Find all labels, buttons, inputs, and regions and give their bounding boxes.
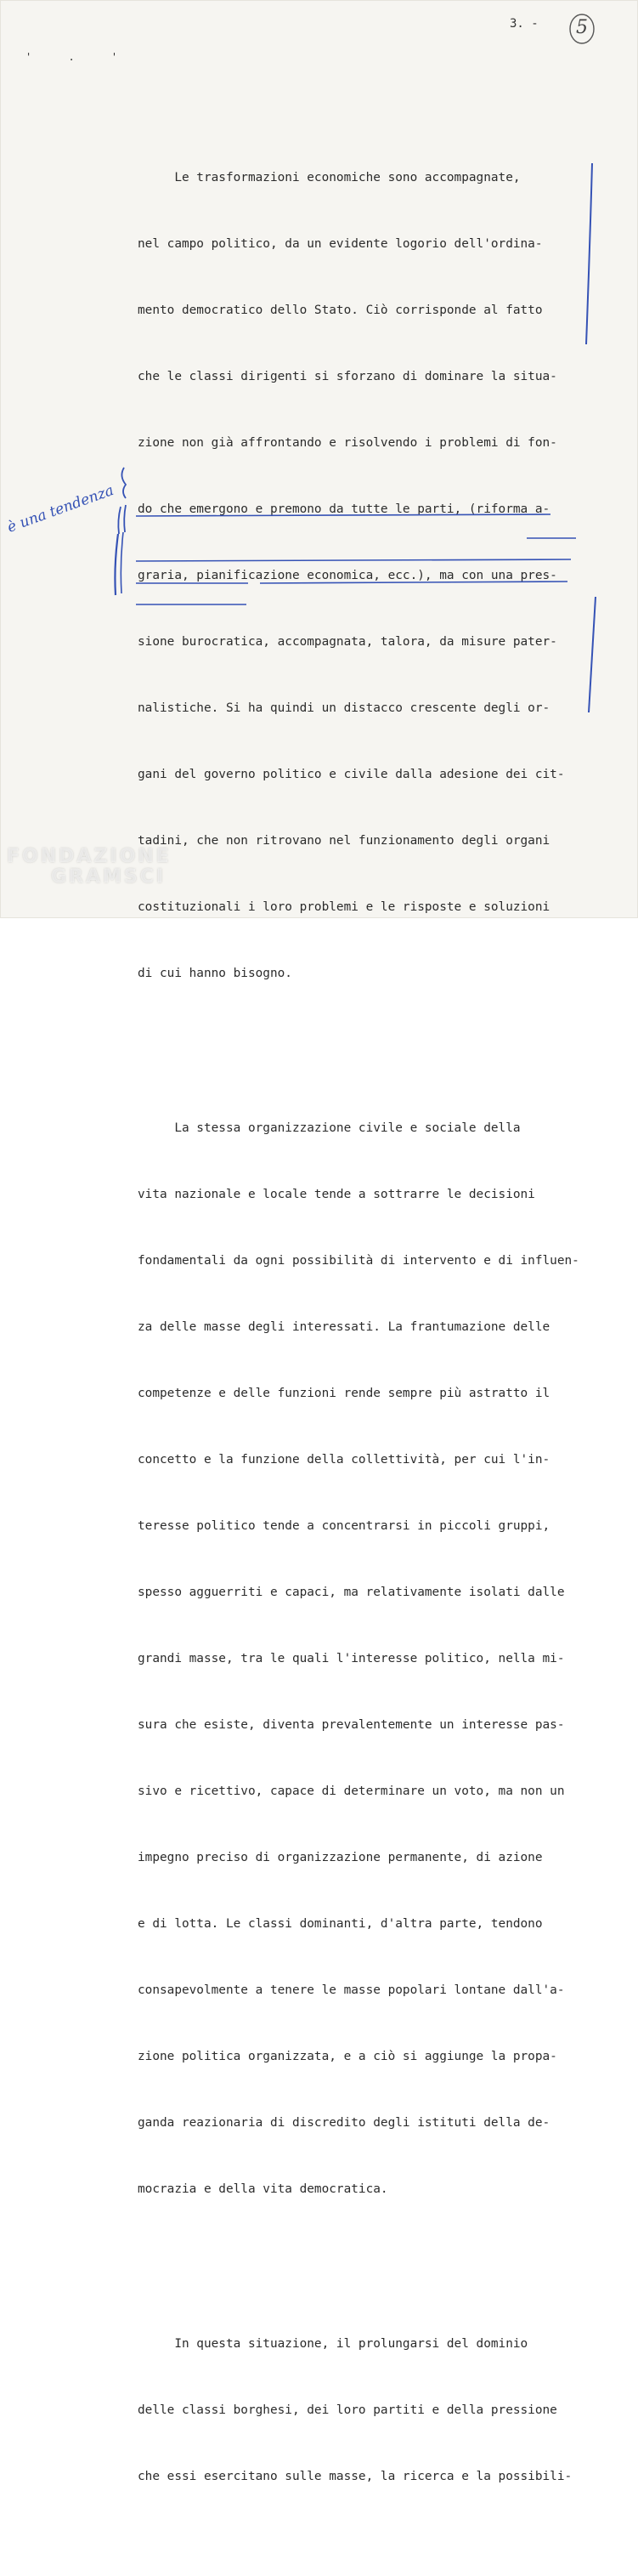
paragraph-1 bbox=[138, 122, 613, 1029]
text-line: zione non già affrontando e risolvendo i problemi di fon- bbox=[138, 436, 557, 450]
typed-text bbox=[138, 78, 613, 2576]
watermark bbox=[7, 847, 172, 888]
text-line: competenze e delle funzioni rende sempre più astratto il bbox=[138, 1387, 550, 1400]
text-line: sione burocratica, accompagnata, talora, da misure pater- bbox=[138, 635, 557, 649]
text-line: consapevolmente a tenere le masse popolari lontane dall'a- bbox=[138, 1983, 565, 1997]
text-line: sivo e ricettivo, capace di determinare un voto, ma non un bbox=[138, 1784, 565, 1798]
text-line: che essi esercitano sulle masse, la ricerca e la possibili- bbox=[138, 2470, 573, 2483]
text-line: di cui hanno bisogno. bbox=[138, 967, 292, 980]
text-line: nel campo politico, da un evidente logorio dell'ordina- bbox=[138, 237, 543, 251]
text-line: spesso agguerriti e capaci, ma relativamente isolati dalle bbox=[138, 1586, 565, 1599]
text-line: Le trasformazioni economiche sono accompagnate, bbox=[138, 171, 521, 184]
text-line: La stessa organizzazione civile e sociale della bbox=[138, 1121, 521, 1135]
text-line: e di lotta. Le classi dominanti, d'altra parte, tendono bbox=[138, 1917, 543, 1931]
text-line: teresse politico tende a concentrarsi in piccoli gruppi, bbox=[138, 1519, 550, 1533]
text-line: sura che esiste, diventa prevalentemente un interesse pas- bbox=[138, 1718, 565, 1732]
text-line: In questa situazione, il prolungarsi del dominio bbox=[138, 2337, 528, 2351]
text-line: graria, pianificazione economica, ecc.), ma con una pres- bbox=[138, 569, 557, 582]
margin-bracket-small bbox=[121, 468, 126, 498]
watermark-line-2: GRAMSCI bbox=[51, 866, 167, 888]
text-line: zione politica organizzata, e a ciò si aggiunge la propa- bbox=[138, 2050, 557, 2063]
paragraph-3 bbox=[138, 2289, 613, 2532]
text-line: grandi masse, tra le quali l'interesse politico, nella mi- bbox=[138, 1652, 565, 1665]
text-line: impegno preciso di organizzazione permanente, di azione bbox=[138, 1851, 543, 1864]
text-line: vita nazionale e locale tende a sottrarre le decisioni bbox=[138, 1188, 535, 1201]
page-number: 3. - bbox=[510, 17, 539, 31]
margin-bracket-double-b bbox=[124, 505, 126, 532]
text-line: concetto e la funzione della collettività, per cui l'in- bbox=[138, 1453, 550, 1467]
corner-marks: ' . ' bbox=[25, 51, 133, 63]
text-line: nalistiche. Si ha quindi un distacco crescente degli or- bbox=[138, 701, 550, 715]
text-line: do che emergono e premono da tutte le parti, (riforma a- bbox=[138, 502, 550, 516]
text-line: fondamentali da ogni possibilità di intervento e di influen- bbox=[138, 1254, 579, 1268]
text-line: che le classi dirigenti si sforzano di dominare la situa- bbox=[138, 370, 557, 383]
text-line: mento democratico dello Stato. Ciò corrisponde al fatto bbox=[138, 304, 543, 317]
handwritten-margin-note: è una tendenza bbox=[5, 481, 116, 536]
text-line: ganda reazionaria di discredito degli istituti della de- bbox=[138, 2116, 550, 2130]
margin-bar-left-long bbox=[115, 534, 118, 595]
folio-circled-number bbox=[567, 12, 596, 46]
text-line: za delle masse degli interessati. La frantumazione delle bbox=[138, 1320, 550, 1334]
text-line: costituzionali i loro problemi e le risposte e soluzioni bbox=[138, 900, 550, 914]
margin-bar-left-long-2 bbox=[121, 532, 123, 593]
text-line: delle classi borghesi, dei loro partiti e della pressione bbox=[138, 2403, 557, 2417]
folio-number: 5 bbox=[576, 17, 588, 38]
text-line: gani del governo politico e civile dalla adesione dei cit- bbox=[138, 768, 565, 781]
text-line: mocrazia e della vita democratica. bbox=[138, 2182, 388, 2196]
margin-bracket-double-a bbox=[118, 507, 121, 534]
watermark-line-1: FONDAZIONE bbox=[7, 846, 172, 867]
text-line: tadini, che non ritrovano nel funzionamento degli organi bbox=[138, 834, 550, 848]
paragraph-2 bbox=[138, 1073, 613, 2244]
